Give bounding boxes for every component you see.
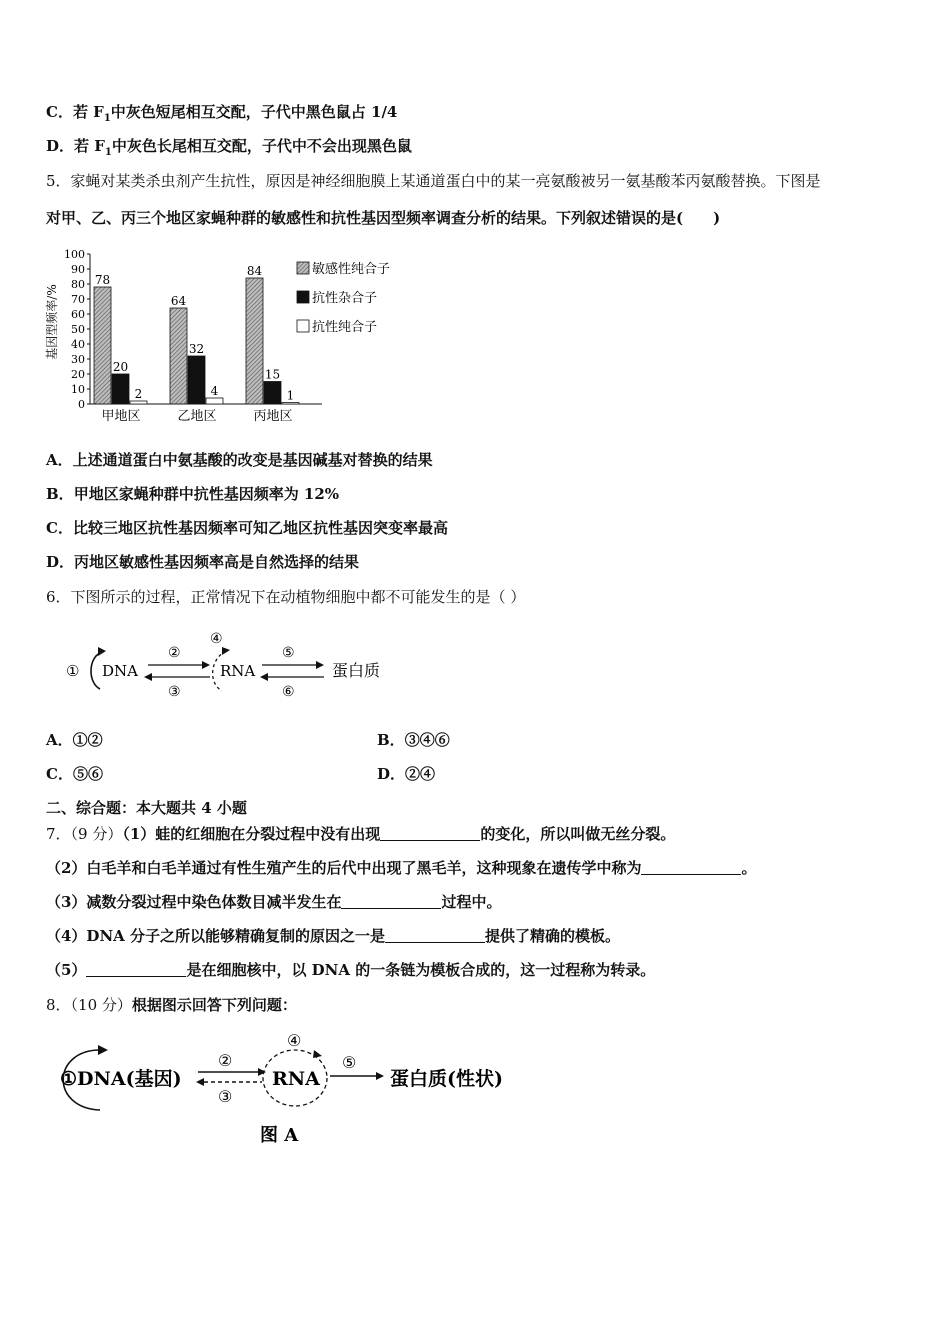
bar-value-label: 84 [246,264,263,278]
q6-protein: 蛋白质 [332,661,381,680]
bar [264,382,281,405]
q7-part-4: （4）DNA 分子之所以能够精确复制的原因之一是 提供了精确的模板。 [46,927,621,945]
legend-label: 敏感性纯合子 [312,262,391,277]
bar [94,287,111,404]
q5-stem-line2: 对甲、乙、丙三个地区家蝇种群的敏感性和抗性基因型频率调查分析的结果。下列叙述错误的是( ) [46,209,721,227]
legend-label: 抗性杂合子 [312,291,378,306]
bar [246,278,263,404]
q8-label-2: ② [218,1051,233,1070]
y-axis-label: 基因型频率/% [45,284,59,360]
bar [188,356,205,404]
legend-swatch [297,262,309,274]
q7-part-5: （5） 是在细胞核中，以 DNA 的一条链为模板合成的，这一过程称为转录。 [46,961,656,979]
section-2-title: 二、综合题：本大题共 4 小题 [46,799,247,817]
y-tick-label: 10 [71,383,85,396]
y-tick-label: 0 [78,398,85,411]
q6-label-3: ③ [168,684,181,700]
y-tick-label: 20 [71,368,85,381]
q6-label-5: ⑤ [282,645,295,661]
q8-label-3: ③ [218,1087,233,1106]
q6-option-c: C．⑤⑥ [46,765,103,783]
legend-label: 抗性纯合子 [312,320,378,335]
q5-stem-line1: 5．家蝇对某类杀虫剂产生抗性，原因是神经细胞膜上某通道蛋白中的某一亮氨酸被另一氨基酸苯丙氨酸替换。下图是 [46,172,821,190]
bar [130,401,147,404]
bar-value-label: 32 [188,342,205,356]
q8-rna: RNA [272,1068,320,1090]
q6-dna: DNA [102,662,138,680]
x-category-label: 甲地区 [101,409,141,424]
y-tick-label: 70 [71,293,85,306]
q5-bar-chart [44,242,404,427]
y-tick-label: 80 [71,278,85,291]
q8-label-4: ④ [287,1031,302,1050]
q6-central-dogma-diagram [60,625,400,705]
q7-blank-2[interactable] [641,860,741,875]
q7-part-1: 7．（9 分）（1）蛙的红细胞在分裂过程中没有出现 的变化，所以叫做无丝分裂。 [46,825,676,843]
q8-caption: 图 A [260,1125,299,1146]
q6-label-1: ① [66,662,80,680]
q7-blank-3[interactable] [341,894,441,909]
q7-part-3: （3）减数分裂过程中染色体数目减半发生在 过程中。 [46,893,502,911]
bar-value-label: 64 [170,294,187,308]
q5-option-a: A．上述通道蛋白中氨基酸的改变是基因碱基对替换的结果 [46,451,433,469]
q4-option-c: C．若 $F_1$中灰色短尾相互交配，子代中黑色鼠占 1/4 [46,103,398,124]
q6-label-6: ⑥ [282,684,295,700]
x-category-label: 丙地区 [253,409,293,424]
q5-option-c: C．比较三地区抗性基因频率可知乙地区抗性基因突变率最高 [46,519,448,537]
q6-stem: 6．下图所示的过程，正常情况下在动植物细胞中都不可能发生的是（ ） [46,588,526,606]
q7-part-2: （2）白毛羊和白毛羊通过有性生殖产生的后代中出现了黑毛羊，这种现象在遗传学中称为 。 [46,859,757,877]
bar-value-label: 1 [286,388,295,403]
q6-dna-replication-arc [91,653,100,689]
bar [112,374,129,404]
legend-swatch [297,291,309,303]
bar [206,398,223,404]
q8-dna: ①DNA(基因) [60,1068,182,1090]
x-category-label: 乙地区 [177,409,217,424]
bar-value-label: 78 [94,273,111,287]
bar [170,308,187,404]
q8-label-5: ⑤ [342,1053,357,1072]
bar-value-label: 2 [134,387,143,401]
q8-protein: 蛋白质(性状) [390,1068,503,1090]
q7-blank-1[interactable] [380,826,480,841]
q5-option-b: B．甲地区家蝇种群中抗性基因频率为 12% [46,485,340,503]
y-tick-label: 60 [71,308,85,321]
q6-label-2: ② [168,645,181,661]
bar [282,403,299,405]
y-tick-label: 40 [71,338,85,351]
q7-blank-4[interactable] [385,928,485,943]
q4-option-d: D．若 $F_1$中灰色长尾相互交配，子代中不会出现黑色鼠 [46,137,412,158]
bar-value-label: 20 [112,360,129,374]
q6-option-d: D．②④ [377,765,436,783]
y-tick-label: 50 [71,323,85,336]
q8-stem: 8．（10 分）根据图示回答下列问题： [46,996,297,1014]
y-tick-label: 30 [71,353,85,366]
q6-option-a: A．①② [46,731,103,749]
q6-label-4: ④ [210,631,223,647]
q7-blank-5[interactable] [86,962,186,977]
q6-rna: RNA [220,662,256,680]
q5-option-d: D．丙地区敏感性基因频率高是自然选择的结果 [46,553,360,571]
y-tick-label: 90 [71,263,85,276]
bar-value-label: 4 [210,384,219,398]
q6-option-b: B．③④⑥ [377,731,450,749]
q8-figure-a [52,1028,542,1153]
y-tick-label: 100 [64,248,85,261]
bar-value-label: 15 [264,367,281,382]
legend-swatch [297,320,309,332]
q6-replication-arrowhead [98,647,106,656]
